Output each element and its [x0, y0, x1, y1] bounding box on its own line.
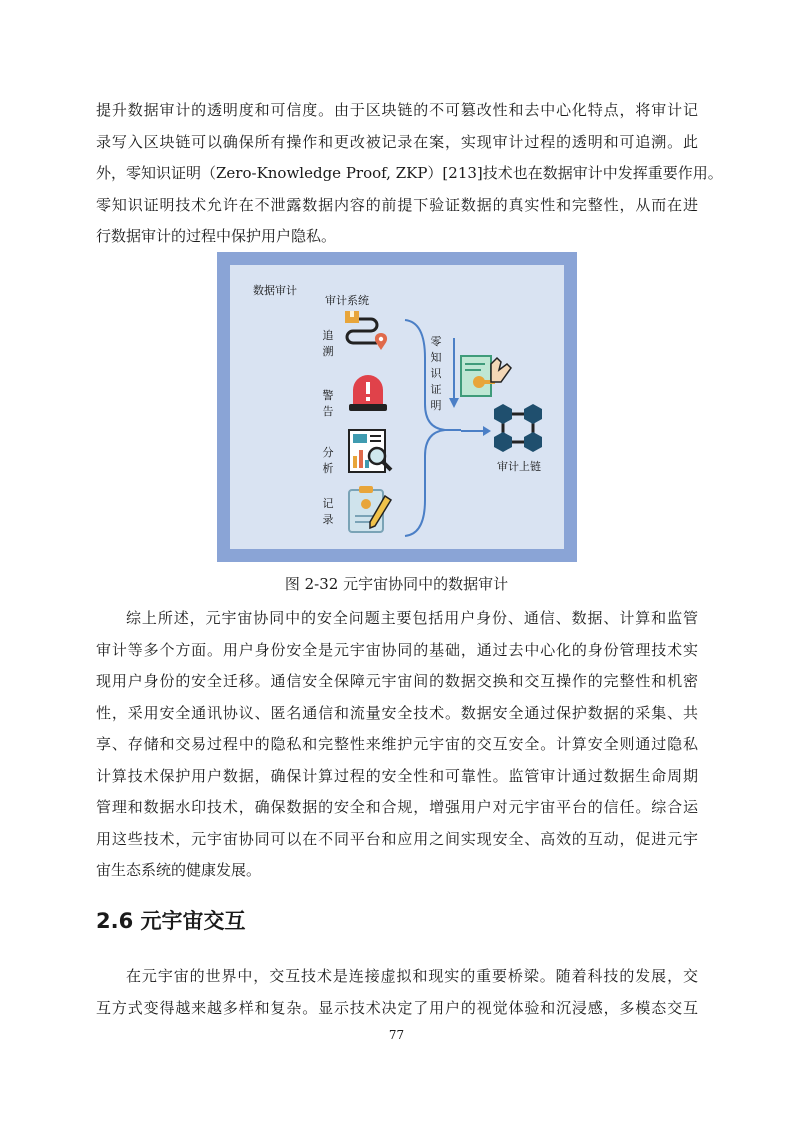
text-line: 现用户身份的安全迁移。通信安全保障元宇宙间的数据交换和交互操作的完整性和机密	[96, 672, 698, 690]
item-label-warning: 警告	[322, 389, 334, 418]
text-line: 在元宇宙的世界中，交互技术是连接虚拟和现实的重要桥梁。随着科技的发展，交	[126, 967, 698, 985]
chain-label: 审计上链	[497, 460, 541, 473]
text-line: 录写入区块链可以确保所有操作和更改被记录在案，实现审计过程的透明和可追溯。此	[96, 132, 698, 151]
body-paragraph-3	[96, 961, 698, 1024]
audit-system-label: 审计系统	[325, 294, 369, 307]
text-line: 宙生态系统的健康发展。	[96, 861, 262, 879]
text-line: 性，采用安全通讯协议、匿名通信和流量安全技术。数据安全通过保护数据的采集、共	[96, 703, 698, 722]
analysis-icon	[343, 424, 397, 478]
siren-icon	[345, 370, 391, 416]
text-line: 零知识证明技术允许在不泄露数据内容的前提下验证数据的真实性和完整性，从而在进	[96, 195, 698, 214]
zkp-key-icon	[457, 352, 513, 404]
text-line: 外，零知识证明（Zero-Knowledge Proof, ZKP）[213]技术也在数据审计中发挥重要作用。	[96, 164, 723, 182]
page-number: 77	[388, 1028, 405, 1042]
item-label-analysis: 分析	[322, 446, 334, 475]
text-line: 综上所述，元宇宙协同中的安全问题主要包括用户身份、通信、数据、计算和监管	[126, 609, 698, 627]
text-line: 审计等多个方面。用户身份安全是元宇宙协同的基础，通过去中心化的身份管理技术实	[96, 640, 698, 659]
figure-title: 数据审计	[253, 284, 297, 297]
data-audit-figure	[217, 252, 577, 562]
item-label-trace: 追溯	[322, 329, 334, 358]
zkp-label: 零知识证明	[430, 335, 442, 412]
figure-caption: 图 2-32 元宇宙协同中的数据审计	[284, 575, 509, 593]
text-line: 行数据审计的过程中保护用户隐私。	[96, 227, 337, 245]
blockchain-icon	[487, 400, 551, 456]
text-line: 提升数据审计的透明度和可信度。由于区块链的不可篡改性和去中心化特点，将审计记	[96, 101, 698, 119]
trace-icon	[341, 307, 393, 359]
text-line: 享、存储和交易过程中的隐私和完整性来维护元宇宙的交互安全。计算安全则通过隐私	[96, 735, 698, 753]
text-line: 管理和数据水印技术，确保数据的安全和合规，增强用户对元宇宙平台的信任。综合运	[96, 798, 698, 816]
item-label-record: 记录	[322, 497, 334, 526]
text-line: 计算技术保护用户数据，确保计算过程的安全性和可靠性。监管审计通过数据生命周期	[96, 766, 698, 785]
section-heading: 2.6 元宇宙交互	[96, 909, 246, 933]
body-paragraph-2	[96, 603, 698, 887]
text-line: 用这些技术，元宇宙协同可以在不同平台和应用之间实现安全、高效的互动，促进元宇	[96, 829, 698, 848]
body-paragraph-1	[96, 95, 723, 253]
record-icon	[345, 482, 395, 536]
text-line: 互方式变得越来越多样和复杂。显示技术决定了用户的视觉体验和沉浸感，多模态交互	[96, 998, 698, 1017]
